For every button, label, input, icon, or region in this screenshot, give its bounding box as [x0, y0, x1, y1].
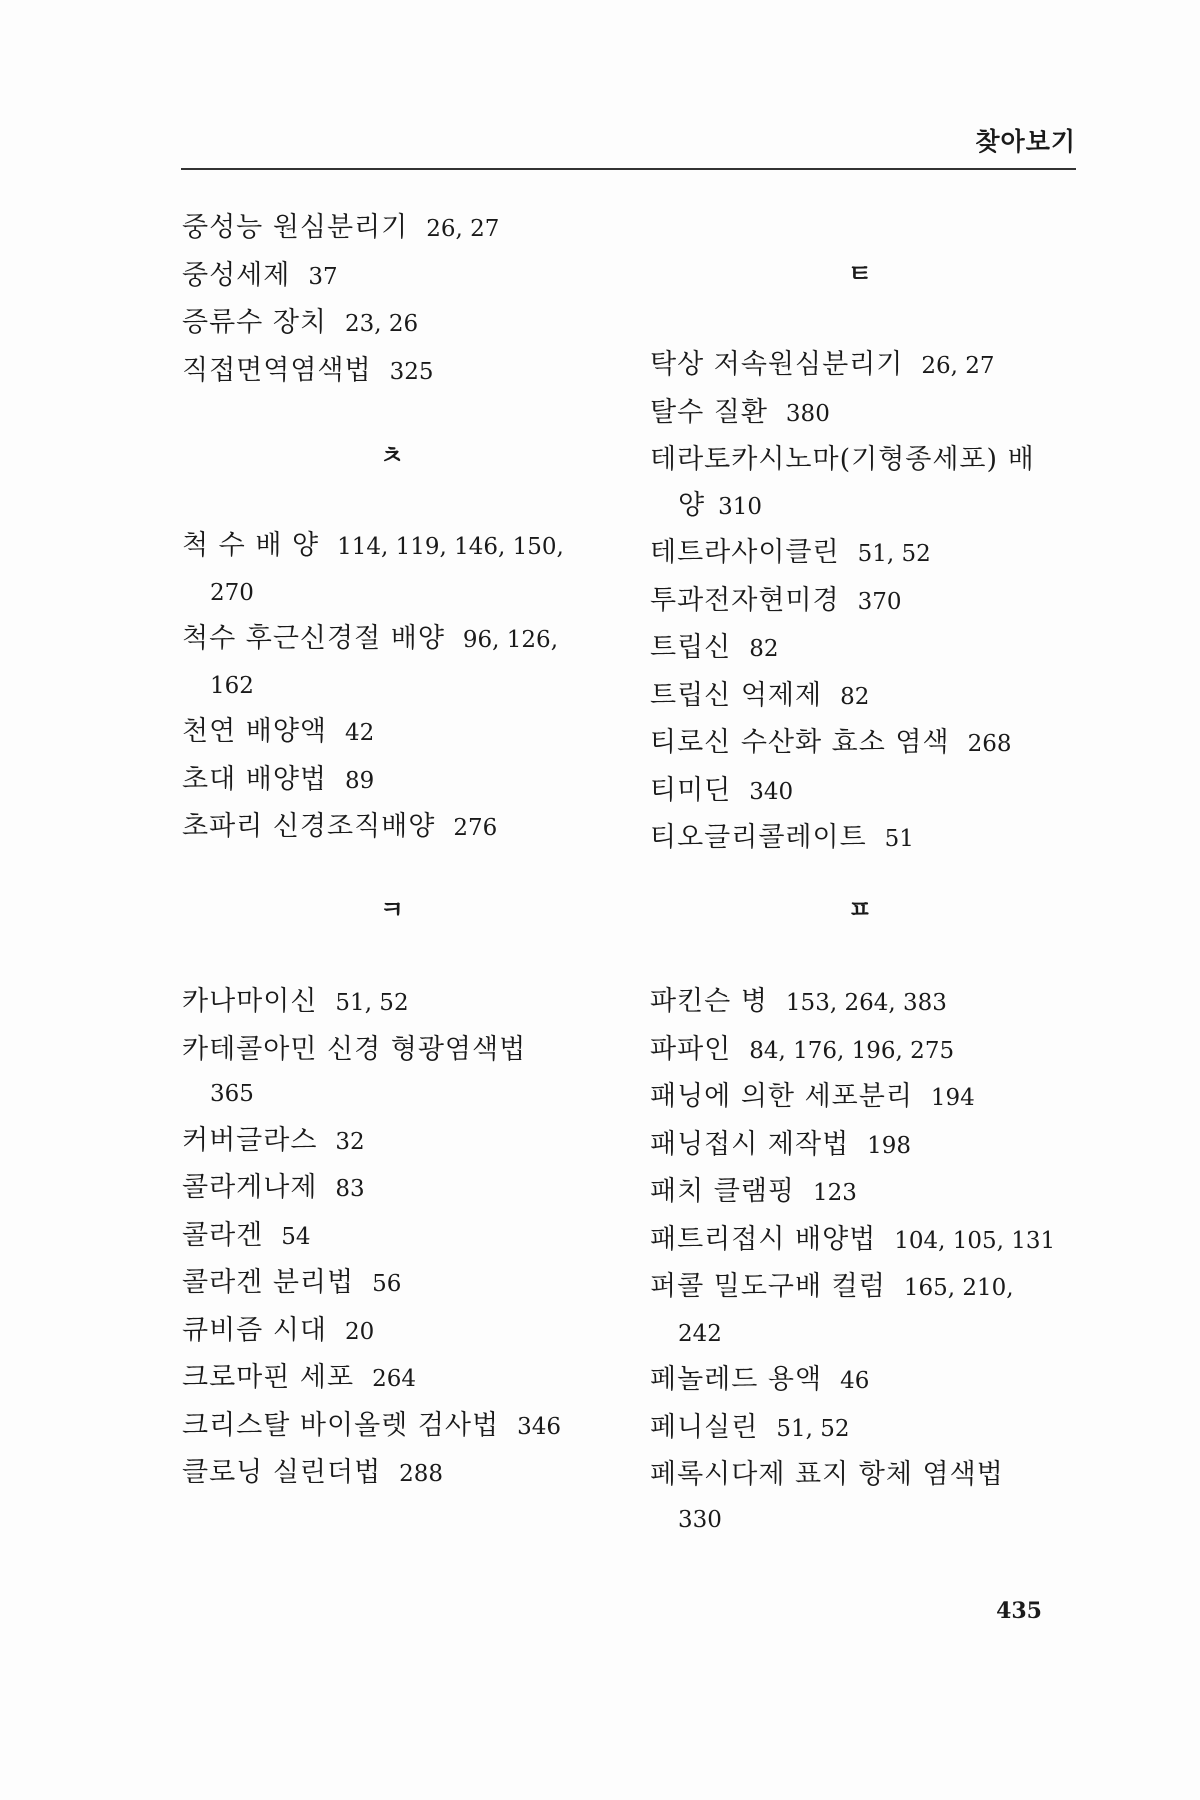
- index-entry-continuation: 330: [678, 1506, 722, 1533]
- index-entry: 패치 클램핑 123: [650, 1176, 857, 1207]
- index-entry: 초대 배양법 89: [182, 763, 375, 795]
- index-entry: 콜라겐 분리법 56: [182, 1267, 402, 1298]
- index-entry: 척수 후근신경절 배양 96, 126,: [182, 623, 559, 654]
- index-entry: 증류수 장치 23, 26: [182, 307, 419, 338]
- index-entry: 척 수 배 양 114, 119, 146, 150,: [182, 530, 564, 561]
- left-block-kieuk: [182, 979, 602, 1498]
- index-entry: 중성세제 37: [182, 259, 338, 291]
- index-entry: 콜라게나제 83: [182, 1172, 365, 1203]
- index-entry: 카나마이신 51, 52: [182, 986, 409, 1017]
- index-entry: 테트라사이클린 51, 52: [650, 537, 931, 568]
- index-entry: 티로신 수산화 효소 염색 268: [650, 727, 1012, 758]
- section-heading-kieuk: ㅋ: [379, 895, 405, 924]
- index-entry: 중성능 원심분리기 26, 27: [182, 212, 500, 243]
- index-entry: 클로닝 실린더법 288: [182, 1457, 444, 1488]
- section-heading-pieup: ㅍ: [847, 895, 873, 924]
- index-entry-continuation: 365: [210, 1081, 254, 1107]
- index-entry: 테라토카시노마(기형종세포) 배: [650, 444, 1035, 475]
- index-entry: 파파인 84, 176, 196, 275: [650, 1033, 955, 1065]
- left-block-jieut: [182, 205, 602, 395]
- index-entry-continuation: 양 310: [678, 489, 762, 521]
- right-block-tieut: [650, 342, 1070, 863]
- index-entry: 패닝에 의한 세포분리 194: [650, 1081, 975, 1112]
- index-entry: 투과전자현미경 370: [650, 584, 902, 616]
- index-entry: 초파리 신경조직배양 276: [182, 811, 498, 842]
- index-entry: 트립신 82: [650, 632, 779, 663]
- index-entry: 큐비즘 시대 20: [182, 1314, 375, 1346]
- section-heading-chieut: ㅊ: [379, 441, 405, 470]
- index-entry: 커버글라스 32: [182, 1124, 365, 1156]
- index-entry: 패트리접시 배양법 104, 105, 131: [650, 1223, 1056, 1255]
- running-head: 찾아보기: [975, 127, 1076, 156]
- header-rule: [181, 168, 1076, 170]
- index-entry: 티오글리콜레이트 51: [650, 822, 914, 853]
- index-entry: 페니실린 51, 52: [650, 1411, 850, 1443]
- index-entry: 탁상 저속원심분리기 26, 27: [650, 349, 995, 380]
- index-entry: 파킨슨 병 153, 264, 383: [650, 986, 947, 1017]
- index-entry: 퍼콜 밀도구배 컬럼 165, 210,: [650, 1271, 1014, 1302]
- index-entry: 크로마핀 세포 264: [182, 1362, 416, 1393]
- index-entry: 트립신 억제제 82: [650, 679, 870, 711]
- index-entry: 크리스탈 바이올렛 검사법 346: [182, 1409, 561, 1441]
- index-entry-continuation: 270: [210, 579, 254, 606]
- section-heading-tieut: ㅌ: [847, 259, 873, 288]
- index-entry: 천연 배양액 42: [182, 716, 375, 747]
- left-block-chieut: [182, 523, 602, 852]
- page-number: 435: [996, 1598, 1042, 1624]
- index-entry: 패닝접시 제작법 198: [650, 1128, 912, 1160]
- index-entry: 콜라겐 54: [182, 1219, 311, 1251]
- index-entry-continuation: 242: [678, 1320, 722, 1347]
- index-entry-continuation: 162: [210, 672, 254, 699]
- index-entry: 페록시다제 표지 항체 염색법: [650, 1459, 1004, 1490]
- right-block-pieup: [650, 979, 1070, 1543]
- index-entry: 탈수 질환 380: [650, 396, 830, 428]
- index-entry: 직접면역염색법 325: [182, 354, 434, 386]
- index-entry: 티미딘 340: [650, 774, 794, 806]
- index-entry: 페놀레드 용액 46: [650, 1364, 870, 1395]
- index-entry: 카테콜아민 신경 형광염색법: [182, 1033, 527, 1065]
